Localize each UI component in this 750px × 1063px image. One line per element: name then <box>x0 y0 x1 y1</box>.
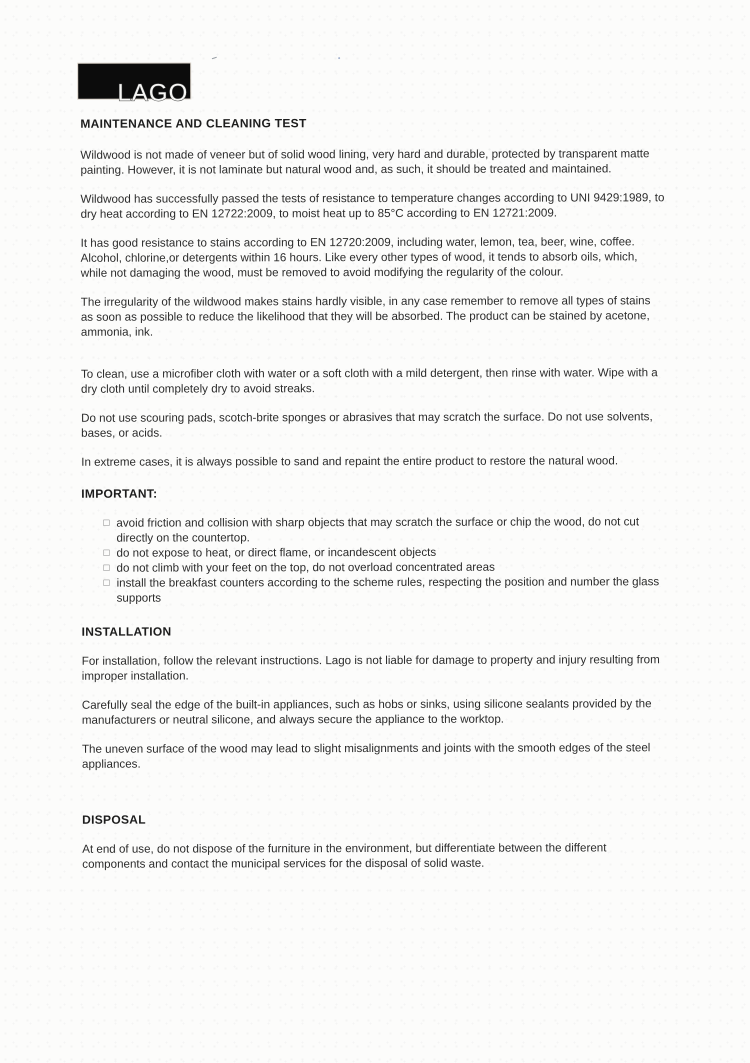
paragraph-uneven-surface: The uneven surface of the wood may lead to slight misalignments and joints with the smooth edges of the steel appliances. <box>81 741 651 771</box>
paragraph-sand-repaint: In extreme cases, it is always possible to sand and repaint the entire product to restore the natural wood. <box>81 454 619 469</box>
paragraph-stain-visibility: The irregularity of the wildwood makes stains hardly visible, in any case remember to remove all types of stains as soon as possible to reduce the likelihood that they will be absorbed. The product can be stained by acetone, ammonia, ink. <box>80 294 651 339</box>
important-list <box>81 514 666 606</box>
paragraph-stain-resistance: It has good resistance to stains according to EN 12720:2009, including water, lemon, tea, beer, wine, coffee. Alcohol, chlorine,or detergents within 16 hours. Like every other types of wood, it tends to absorb oils, which, while not damaging the wood, must be removed to avoid modifying the regularity of the colour. <box>80 235 638 280</box>
scan-artifact <box>212 57 218 61</box>
list-item-text: avoid friction and collision with sharp objects that may scratch the surface or chip the wood, do not cut directly on the countertop. <box>116 515 640 545</box>
paragraph-cleaning: To clean, use a microfiber cloth with water or a soft cloth with a mild detergent, then rinse with water. Wipe with a dry cloth until completely dry to avoid streaks. <box>80 366 658 396</box>
list-item-text: install the breakfast counters according to the scheme rules, respecting the position and number the glass supports <box>116 575 660 605</box>
list-item-text: do not expose to heat, or direct flame, or incandescent objects <box>116 545 437 560</box>
checkbox-icon: □ <box>103 577 110 589</box>
list-item <box>103 559 666 575</box>
paragraph-installation-liability: For installation, follow the relevant instructions. Lago is not liable for damage to property and injury resulting from improper installation. <box>81 653 660 683</box>
checkbox-icon: □ <box>103 517 110 529</box>
important-heading: IMPORTANT: <box>81 486 158 501</box>
paragraph-no-abrasives: Do not use scouring pads, scotch-brite sponges or abrasives that may scratch the surface. Do not use solvents, bases, or acids. <box>81 410 653 440</box>
lago-logo-text: LAGO <box>117 79 189 107</box>
paragraph-seal-appliances: Carefully seal the edge of the built-in appliances, such as hobs or sinks, using silicone sealants provided by the manufacturers or neutral silicone, and always secure the appliance to the worktop. <box>81 697 652 727</box>
installation-heading: INSTALLATION <box>81 624 172 639</box>
checkbox-icon: □ <box>103 547 110 559</box>
paragraph-temperature-tests: Wildwood has successfully passed the tests of resistance to temperature changes according to UNI 9429:1989, to dry heat according to EN 12722:2009, to moist heat up to 85°C according to EN 12721:2009. <box>80 191 665 221</box>
checkbox-icon: □ <box>103 562 110 574</box>
paragraph-disposal: At end of use, do not dispose of the furniture in the environment, but differentiate between the different components and contact the municipal services for the disposal of solid waste. <box>82 841 607 871</box>
list-item <box>103 544 666 560</box>
list-item-text: do not climb with your feet on the top, do not overload concentrated areas <box>116 560 495 575</box>
document-body <box>80 115 667 886</box>
list-item <box>103 514 666 545</box>
lago-logo <box>78 63 190 107</box>
list-item <box>104 574 667 605</box>
paragraph-wildwood-material: Wildwood is not made of veneer but of solid wood lining, very hard and durable, protected by transparent matte painting. However, it is not laminate but natural wood and, as such, it should be treated and maintained. <box>80 147 650 177</box>
scan-artifact <box>338 57 340 59</box>
disposal-heading: DISPOSAL <box>82 812 146 827</box>
document-title: MAINTENANCE AND CLEANING TEST <box>80 116 307 131</box>
